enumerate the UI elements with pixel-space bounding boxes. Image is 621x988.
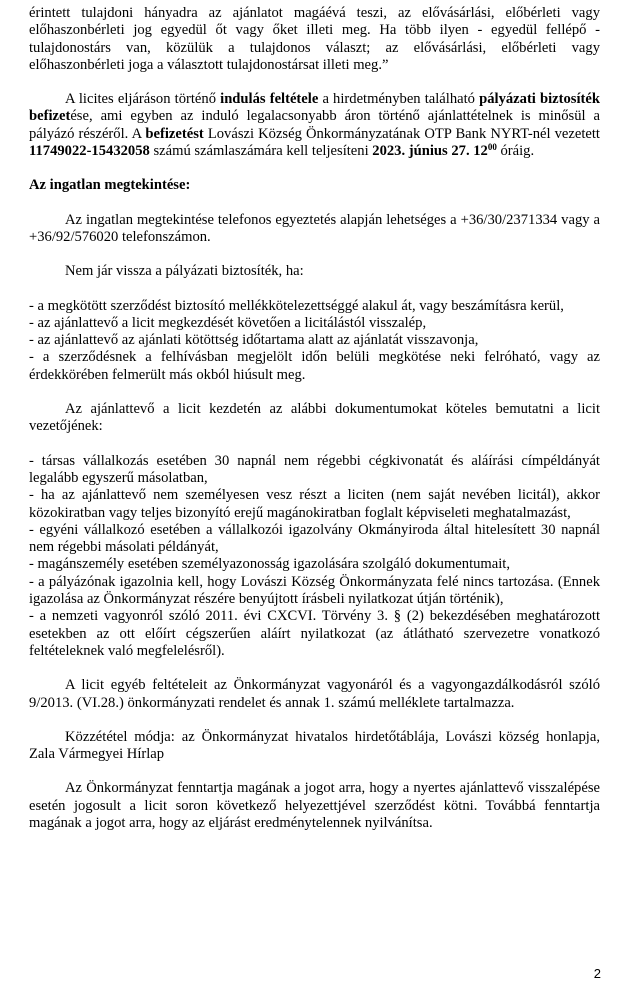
other-conditions-paragraph: A licit egyéb feltételeit az Önkormányzat vagyonáról és a vagyongazdálkodásról szóló 9/2013. (VI.28.) önkormányzati rendelet és annak 1. számú melléklete tartalmazza. xyxy=(29,677,600,711)
documents-list xyxy=(29,453,600,661)
page-number: 2 xyxy=(593,966,601,981)
list-item: - a szerződésnek a felhívásban megjelölt időn belüli megkötése neki felróható, vagy az érdekkörében felmerült más okból hiúsult meg. xyxy=(29,349,600,383)
list-item: - magánszemély esetében személyazonosság igazolására szolgáló dokumentumait, xyxy=(29,556,511,573)
documents-intro: Az ajánlattevő a licit kezdetén az alábbi dokumentumokat köteles bemutatni a licit vezetőjének: xyxy=(29,401,600,435)
list-item: - ha az ajánlattevő nem személyesen vesz részt a liciten (nem saját nevében licitál), akkor közokiratban vagy teljes bizonyító erejű magánokiratban foglalt képviseleti meghatalmazást, xyxy=(29,487,600,521)
list-item: - a megkötött szerződést biztosító mellékkötelezettséggé alakul át, vagy beszámításra kerül, xyxy=(29,297,564,314)
quote-line: előhaszonbérleti jog egyedül őt vagy őket illeti meg. Ha több ilyen - egyedül fellépő - xyxy=(29,22,600,39)
publication-paragraph: Közzététel módja: az Önkormányzat hivatalos hirdetőtáblája, Lovászi község honlapja, Zala Vármegyei Hírlap xyxy=(29,728,600,763)
document-page xyxy=(29,0,600,832)
not-returned-intro: Nem jár vissza a pályázati biztosíték, ha: xyxy=(65,263,304,280)
deposit-emphasis: befizetést xyxy=(145,125,204,142)
list-item: - a nemzeti vagyonról szóló 2011. évi CXCVI. Törvény 3. § (2) bekezdésében meghatározott esetekben az ott előírt cégszerűen aláírt nyilatkozat (az átlátható szervezetre vonatkozó feltételeknek való megfelelésről). xyxy=(29,608,600,659)
quote-line: érintett tulajdoni hányadra az ajánlatot magáévá teszi, az elővásárlási, előbérleti vagy xyxy=(29,5,600,21)
list-item: - a pályázónak igazolnia kell, hogy Lovászi Község Önkormányzata felé nincs tartozása. (Ennek igazolása az Önkormányzat részére benyújtott írásbeli nyilatkozat útján történik), xyxy=(29,573,600,608)
reservation-paragraph: Az Önkormányzat fenntartja magának a jogot arra, hogy a nyertes ajánlattevő visszalépése esetén jogosult a licit soron következő helyezettjével szerződést kötni. Továbbá fenntartja magának a jogot arra, hogy az eljárást eredménytelennek nyilvánítsa. xyxy=(29,780,600,831)
list-item: - társas vállalkozás esetében 30 napnál nem régebbi cégkivonatát és aláírási címpéldányát legalább egyszerű másolatban, xyxy=(29,452,600,486)
list-item: - egyéni vállalkozó esetében a vállalkozói igazolvány Okmányiroda által hitelesített 30 napnál nem régebbi másolati példányát, xyxy=(29,521,600,556)
viewing-heading: Az ingatlan megtekintése: xyxy=(29,177,191,194)
list-item: - az ajánlattevő az ajánlati kötöttség időtartama alatt az ajánlatát visszavonja, xyxy=(29,332,479,349)
not-returned-list xyxy=(29,298,600,384)
quote-continuation xyxy=(29,5,600,74)
deposit-paragraph: A licites eljáráson történő indulás feltétele a hirdetményben található pályázati biztosíték befizetése, ami egyben az induló legalacsonyabb áron történő ajánlattételnek is minősül a pályázó részéről. A befizetést Lovászi Község Önkormányzatának OTP Bank NYRT-nél vezetett 11749022-15432058 számú számlaszámára kell teljesíteni 2023. június 27. $12^{00}$ óráig. xyxy=(29,91,600,160)
quote-line: tulajdonostárs van, közülük a tulajdonos választ; az elővásárlási, előbérleti vagy xyxy=(29,39,600,56)
deadline: 2023. június 27. $12^{00}$ xyxy=(372,142,497,160)
account-number: 11749022-15432058 xyxy=(29,143,150,160)
deposit-emphasis: indulás feltétele xyxy=(220,91,319,108)
viewing-paragraph: Az ingatlan megtekintése telefonos egyeztetés alapján lehetséges a +36/30/2371334 vagy a +36/92/576020 telefonszámon. xyxy=(29,211,600,245)
list-item: - az ajánlattevő a licit megkezdését követően a licitálástól visszalép, xyxy=(29,314,427,331)
quote-line: előhaszonbérleti joga a választott tulajdonostársat illeti meg.” xyxy=(29,56,389,73)
deposit-emphasis: pályázati biztosíték befizet xyxy=(29,91,600,125)
